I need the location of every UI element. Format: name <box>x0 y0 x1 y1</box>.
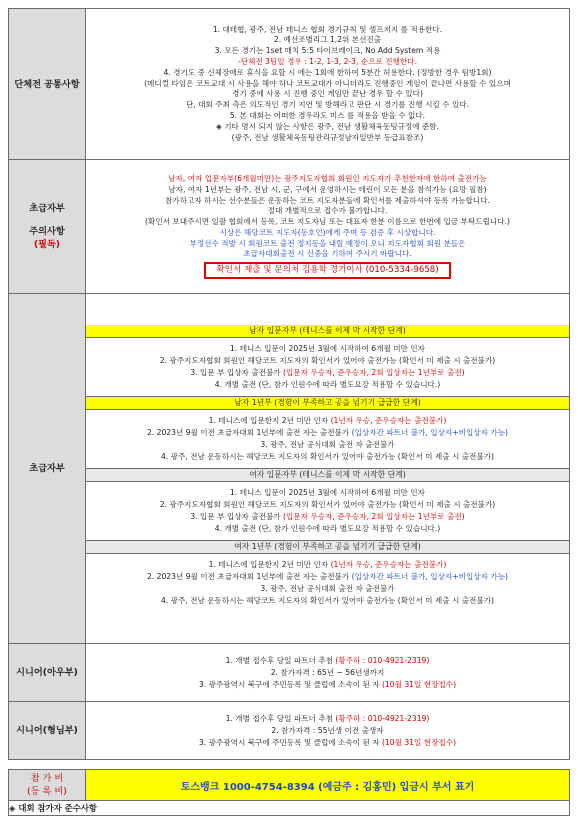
note-line: 남자, 여자 입문자부(6개월미만)는 광주지도자협회 회원인 지도자가 추천한자에 한하여 출전가능 <box>168 173 487 183</box>
fee-label: 참 가 비 (등 록 비) <box>9 770 86 801</box>
beginner-label: 초급자부 <box>9 294 86 644</box>
rule-line: (메디컬 타임은 코트교대 시 사용을 해야 하나 코트교대가 아니더라도 진행중인 게임이 끝나면 사용할 수 있으며 <box>144 78 511 88</box>
rule-line: ◈ 기타 명시 되지 않는 사항은 광주, 전남 생활체육동팅규정에 준함. <box>215 121 440 131</box>
senior-a-rules <box>86 644 570 702</box>
section-rules <box>86 554 569 613</box>
contact-highlight: 확인서 제출 및 문의처 김용학 경기이사 (010-5334-9658) <box>204 262 450 279</box>
spacer <box>9 760 570 770</box>
senior-line: 3. 광주광역시 북구에 주민등록 및 클럽에 소속이 된 자 (10월 31일 현장접수) <box>198 679 457 689</box>
section-line: 2. 광주지도자협회 회원인 해당코트 지도자의 확인서가 있어야 출전가능 (확인서 미 제출 시 출전불가) <box>159 500 496 509</box>
beginner-note <box>86 160 570 294</box>
rule-line: 5. 본 대회는 어떠한 경우라도 미스 를 적용을 받을 수 없다. <box>229 110 426 120</box>
note-line: (확인서 보내주시면 일괄 협회에서 등록, 코트 지도자님 또는 대표자 한분 이름으로 한번에 입금 부탁드립니다.) <box>145 217 510 227</box>
senior-line: 2. 참가자격 : 65년 ~ 56년생까지 <box>270 667 385 677</box>
common-label: 단체전 공통사항 <box>9 9 86 160</box>
section-line: 1. 테니스 입문이 2025년 3월에 시작하여 6개월 미만 인자 <box>230 488 425 497</box>
rule-line: -단체전 3팀일 경우 : 1-2, 1-3, 2-3, 순으로 진행한다. <box>237 57 417 66</box>
rule-line: 4. 경기도 중 신체장애로 휴식을 요할 시 에는 1회에 한하여 5분간 허용한다. (정방한 경우 팀방1회) <box>163 67 492 77</box>
section-line: 3. 입문 부 입상자 출전불가 (입문자 우승자, 준우승자, 2회 입상자는 1년부로 출전) <box>190 512 465 521</box>
fee-account: 토스뱅크 1000-4754-8394 (예금주 : 김홍민) 입금시 부서 표기 <box>86 770 570 801</box>
section-line: 2. 2023년 9월 이전 초급자대회 1년부에 출전 자는 출전불가 (입상자간 파트너 불가, 입상자+비입상자 가능) <box>146 572 509 581</box>
section-line: 3. 광주, 전남 공식대회 출전 자 출전불가 <box>260 440 395 449</box>
senior-line: 1. 개별 접수후 당일 파트너 추첨 (황주하 : 010-4921-2319) <box>225 655 430 665</box>
rule-line: 1. 대테협, 광주, 전남 테니스 협회 경기규칙 및 셀프저지 를 적용한다. <box>212 24 443 34</box>
section-line: 1. 테니스에 입문한지 2년 미만 인자 (1년자 우승, 준우승자는 출전불가) <box>208 416 447 425</box>
section-rules <box>86 482 569 541</box>
senior-b-label: 시니어(형님부) <box>9 702 86 760</box>
section-line: 4. 개별 출전 (단, 참가 인원수에 따라 별도요강 적용할 수 있습니다.) <box>214 380 441 389</box>
rule-line: (광주, 전남 생활체육동팅관리규정남자일반부 등급표참조) <box>231 132 424 142</box>
senior-line: 2. 참가자격 : 55년생 이전 출생자 <box>271 725 384 735</box>
rules-table <box>8 8 570 816</box>
section-line: 4. 개별 출전 (단, 참가 인원수에 따라 별도요강 적용할 수 있습니다.) <box>214 524 441 533</box>
note-line: 부정선수 적발 시 회원코트 출전 정지등을 내릴 예정이 오니 지도자협회 회원 분들은 <box>189 238 466 248</box>
rules-document <box>8 8 570 813</box>
footer-note: ◈ 대회 참가자 준수사항 <box>9 801 570 816</box>
beginner-note-label: 초급자부 주의사항 (필독) <box>9 160 86 294</box>
section-line: 2. 광주지도자협회 회원인 해당코트 지도자의 확인서가 있어야 출전가능 (확인서 미 제출 시 출전불가) <box>159 356 496 365</box>
rule-line: 단, 대회 주최 측은 의도적인 경기 지연 및 방해라고 판단 시 경기를 진행 시킬 수 있다. <box>185 100 470 110</box>
senior-b-rules <box>86 702 570 760</box>
section-band: 여자 입문자부 (테니스를 이제 막 시작한 단계) <box>86 469 569 482</box>
note-line: 절대 개별적으로 접수가 불가합니다. <box>267 206 388 216</box>
section-band: 여자 1년부 (경험이 부족하고 공을 넘기기 급급한 단계) <box>86 541 569 554</box>
section-line: 3. 입문 부 입상자 출전불가 (입문자 우승자, 준우승자, 2회 입상자는 1년부로 출전) <box>190 368 465 377</box>
section-line: 4. 광주, 전남 운동하시는 해당코트 지도자의 확인서가 있어야 출전가능 (확인서 미 제출 시 출전불가) <box>160 596 495 605</box>
beginner-sections <box>86 294 570 644</box>
rule-line: 3. 모든 경기는 1set 매치 5:5 타이브레이크, No Add System 적용 <box>214 46 441 56</box>
section-line: 4. 광주, 전남 운동하시는 해당코트 지도자의 확인서가 있어야 출전가능 (확인서 미 제출 시 출전불가) <box>160 452 495 461</box>
senior-a-label: 시니어(아우부) <box>9 644 86 702</box>
section-rules <box>86 410 569 469</box>
note-line: 초급자대회출전 시 신중을 기하여 주시기 바랍니다. <box>243 249 412 259</box>
rule-line: 경기 중에 사용 시 진행 중인 게임만 끝난 경우 할 수 있다) <box>232 89 423 99</box>
note-line: 남자, 여자 1년부는 광주, 전남 시, 군, 구에서 운영하시는 테린이 모든 분을 참석가능 (요망 필참) <box>168 184 487 194</box>
section-band: 남자 입문자부 (테니스를 이제 막 시작한 단계) <box>86 325 569 338</box>
section-line: 1. 테니스 입문이 2025년 3월에 시작하여 6개월 미만 인자 <box>230 344 425 353</box>
note-line: 시상은 해당코트 지도자(동호인)에게 주며 등 검증 후 시상합니다. <box>219 227 436 237</box>
section-line: 3. 광주, 전남 공식대회 출전 자 출전불가 <box>260 584 395 593</box>
senior-line: 3. 광주광역시 북구에 주민등록 및 클럽에 소속이 된 자 (10월 31일 현장접수) <box>198 737 457 747</box>
senior-line: 1. 개별 접수후 당일 파트너 추첨 (황주하 : 010-4921-2319) <box>225 713 430 723</box>
section-line: 2. 2023년 9월 이전 초급자대회 1년부에 출전 자는 출전불가 (입상자간 파트너 불가, 입상자+비입상자 가능) <box>146 428 509 437</box>
section-line: 1. 테니스에 입문한지 2년 미만 인자 (1년자 우승, 준우승자는 출전불가) <box>208 560 447 569</box>
rule-line: 2. 예선조별리그 1,2위 본선진출 <box>273 35 382 45</box>
note-line: 참가하고자 하시는 선수분들은 운동하는 코트 지도자분들에 확인서를 제출하셔야 등록 가능합니다. <box>165 195 490 205</box>
section-band: 남자 1년부 (경험이 부족하고 공을 넘기기 급급한 단계) <box>86 397 569 410</box>
common-rules <box>86 9 570 160</box>
section-rules <box>86 338 569 397</box>
